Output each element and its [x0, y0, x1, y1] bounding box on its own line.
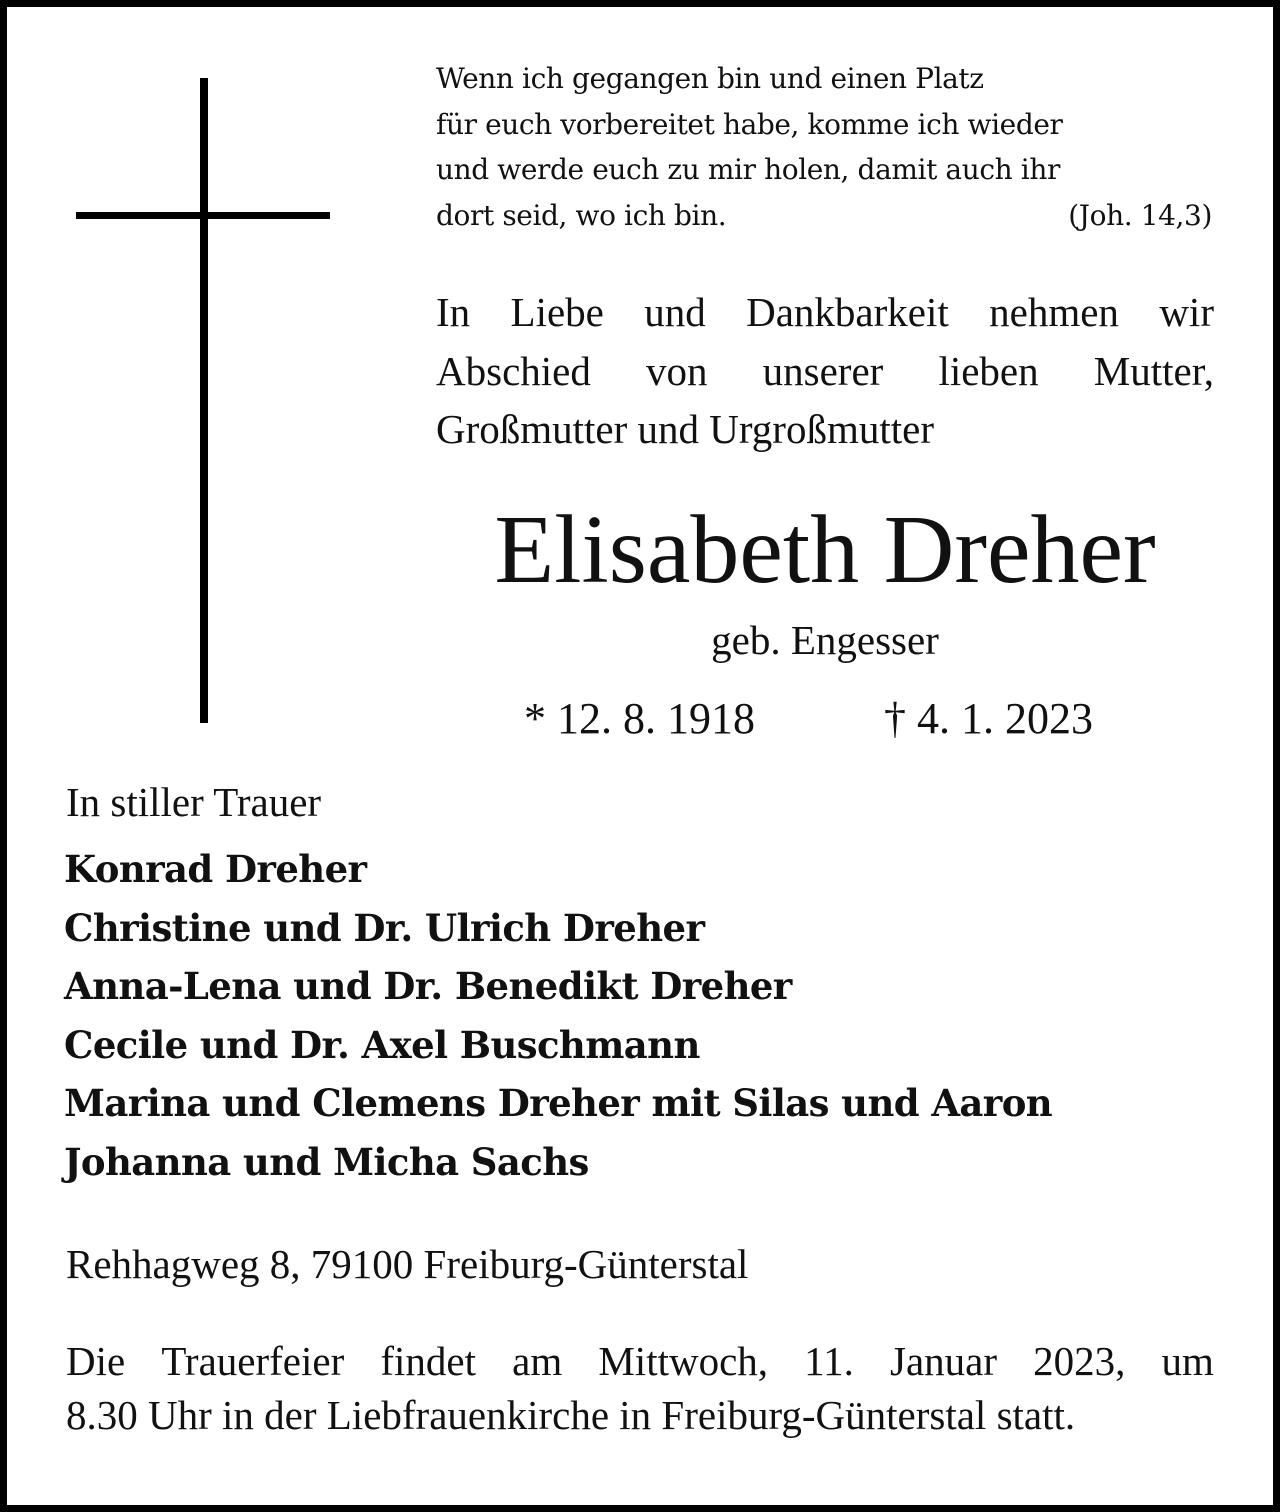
service-line-2: 8.30 Uhr in der Liebfrauenkirche in Freiburg-Günterstal statt. — [66, 1392, 1076, 1438]
service-word: Mittwoch, — [598, 1338, 769, 1384]
cross-horizontal-bar — [76, 212, 330, 219]
verse-line: für euch vorbereitet habe, komme ich wieder — [436, 107, 1063, 141]
mourner-name: Johanna und Micha Sachs — [64, 1139, 589, 1184]
farewell-word: Dankbarkeit — [746, 289, 949, 335]
service-word: 11. — [804, 1338, 854, 1384]
verse-reference: (Joh. 14,3) — [1068, 198, 1212, 232]
mourner-name: Anna-Lena und Dr. Benedikt Dreher — [64, 964, 792, 1009]
mourner-name: Konrad Dreher — [64, 847, 367, 891]
farewell-word: unserer — [762, 347, 884, 394]
farewell-word: wir — [1159, 289, 1214, 335]
farewell-word: nehmen — [989, 289, 1119, 335]
farewell-word: von — [646, 347, 708, 394]
farewell-word: lieben — [938, 347, 1039, 394]
family-address: Rehhagweg 8, 79100 Freiburg-Günterstal — [66, 1241, 749, 1287]
verse-line: Wenn ich gegangen bin und einen Platz — [436, 62, 984, 95]
funeral-service-info — [66, 1334, 1214, 1442]
mourner-list — [64, 840, 1052, 1192]
bible-verse — [436, 56, 1216, 238]
service-word: Trauerfeier — [161, 1338, 345, 1384]
farewell-line-2 — [436, 342, 1214, 401]
verse-line: dort seid, wo ich bin. — [436, 198, 727, 232]
farewell-word: Mutter, — [1093, 347, 1214, 394]
birth-date: * 12. 8. 1918 — [524, 694, 755, 743]
service-word: Die — [66, 1338, 126, 1384]
verse-line: und werde euch zu mir holen, damit auch ihr — [436, 153, 1060, 186]
service-word: 2023, — [1033, 1338, 1126, 1384]
farewell-word: und — [644, 289, 706, 335]
maiden-name: geb. Engesser — [711, 617, 939, 663]
mourner-name: Cecile und Dr. Axel Buschmann — [64, 1022, 700, 1067]
service-word: am — [512, 1338, 563, 1384]
farewell-word: Liebe — [510, 289, 604, 335]
service-word: Januar — [890, 1338, 998, 1384]
mourning-intro: In stiller Trauer — [66, 779, 322, 825]
death-date: † 4. 1. 2023 — [884, 694, 1093, 743]
cross-vertical-bar — [200, 78, 208, 723]
verse-last-line — [436, 193, 1212, 239]
mourner-name: Christine und Dr. Ulrich Dreher — [64, 905, 705, 950]
farewell-word: In — [436, 289, 471, 335]
service-word: findet — [380, 1338, 476, 1384]
farewell-line-3: Großmutter und Urgroßmutter — [436, 406, 934, 452]
mourner-name: Marina und Clemens Dreher mit Silas und Aaron — [64, 1081, 1053, 1126]
service-word: um — [1161, 1338, 1214, 1384]
farewell-text — [436, 283, 1214, 459]
deceased-name: Elisabeth Dreher — [494, 496, 1156, 604]
service-line-1 — [66, 1334, 1214, 1388]
farewell-line-1 — [436, 283, 1214, 342]
farewell-word: Abschied — [436, 347, 591, 394]
